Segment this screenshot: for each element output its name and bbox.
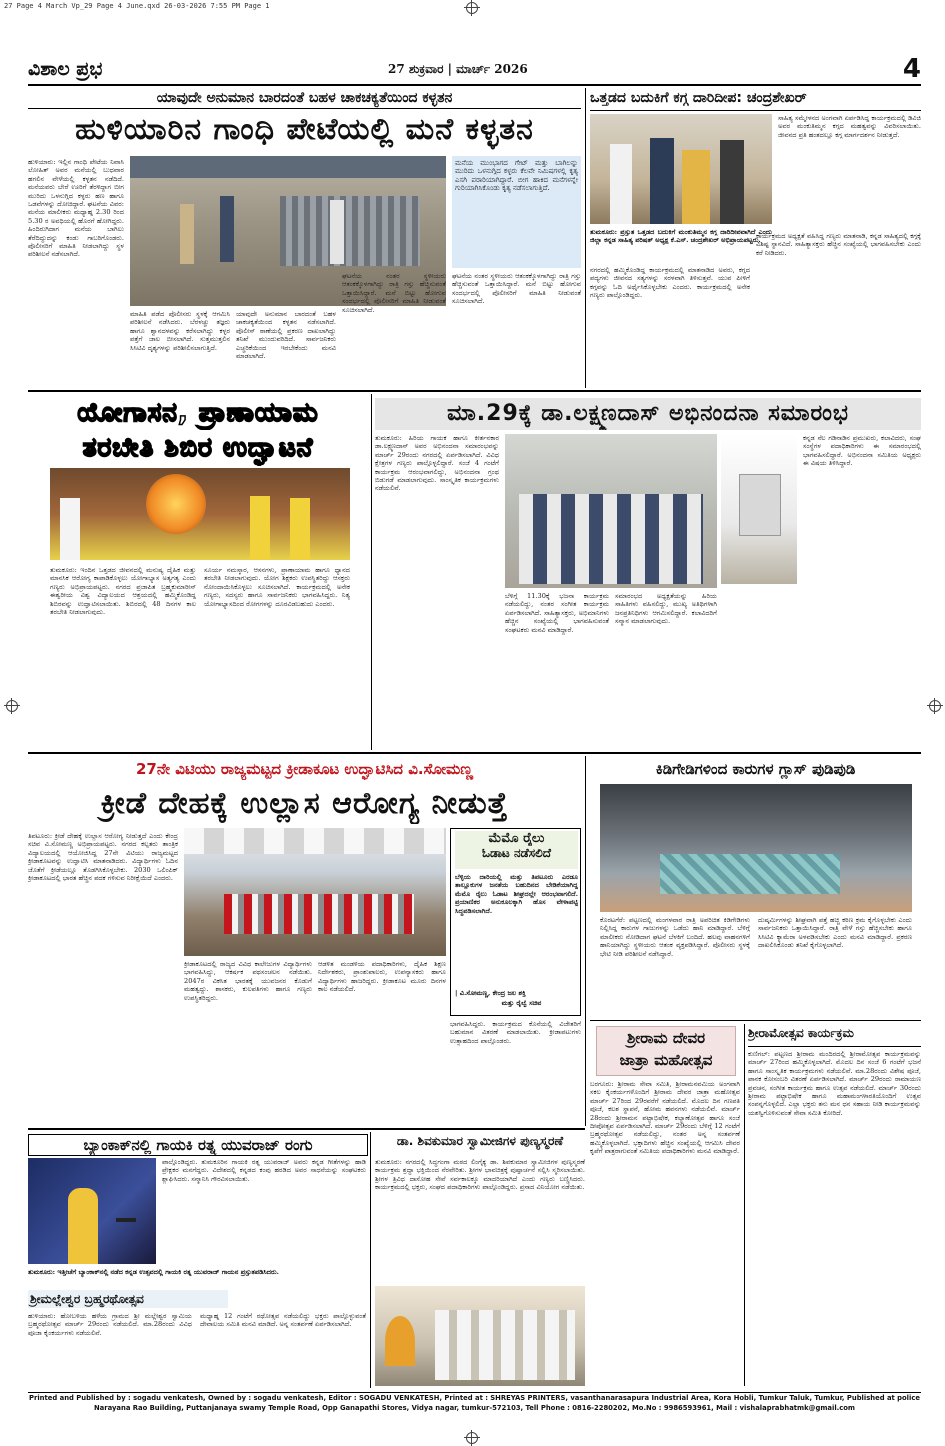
story-column: ಹುಳಿಯಾರು: ಹೋಬಳಿಯ ಹಳೆಯ ಗ್ರಾಮದ ಶ್ರೀ ಮಲ್ಲೇಶ್ವರ ಸ್ವಾಮಿಯ ಬ್ರಹ್ಮರಥೋತ್ಸವ ಮಾರ್ಚ್ 29ರಂದು ನಡೆಯಲಿದೆ. ಮಾ.28ರಂದು ವಿವಿಧ ಪೂಜಾ ಕೈಂಕರ್ಯಗಳು ನಡೆಯಲಿವೆ. <box>28 1312 192 1337</box>
story-column: ತುಮಕೂರು: ಹಿರಿಯ ಗಾಯಕ ಹಾಗೂ ಕೀರ್ತನಕಾರ ಡಾ.ಲಕ್ಷ್ಮಣದಾಸ್ ಅವರ ಅಭಿನಂದನಾ ಸಮಾರಂಭವನ್ನು ಮಾರ್ಚ್ 29ರಂದು ನಗರದಲ್ಲಿ ಏರ್ಪಡಿಸಲಾಗಿದೆ. ವಿವಿಧ ಕ್ಷೇತ್ರಗಳ ಗಣ್ಯರು ಪಾಲ್ಗೊಳ್ಳಲಿದ್ದಾರೆ. ಸಂಜೆ 4 ಗಂಟೆಗೆ ಕಾರ್ಯಕ್ರಮ ಆರಂಭವಾಗಲಿದ್ದು, ಅಭಿನಂದನಾ ಗ್ರಂಥ ಬಿಡುಗಡೆ ಮಾಡಲಾಗುವುದು. ಸಾಂಸ್ಕೃತಿಕ ಕಾರ್ಯಕ್ರಮಗಳು ನಡೆಯಲಿವೆ. <box>375 434 499 493</box>
story-column: ಕ್ರೀಡಾಕೂಟದಲ್ಲಿ ರಾಜ್ಯದ ವಿವಿಧ ಕಾಲೇಜುಗಳ ವಿದ್ಯಾರ್ಥಿಗಳು ಭಾಗವಹಿಸಿದ್ದು, ಆಕರ್ಷಕ ಪಥಸಂಚಲನ ನಡೆಯಿತು. 2047ರ ವಿಕಸಿತ ಭಾರತಕ್ಕೆ ಯುವಜನರ ಕೊಡುಗೆ ಮಹತ್ವದ್ದು. ಶಾಸಕರು, ಕುಲಪತಿಗಳು ಹಾಗೂ ಗಣ್ಯರು ಉಪಸ್ಥಿತರಿದ್ದರು. <box>184 960 312 1002</box>
story-column: ಆಡಳಿತ ಮಂಡಳಿಯ ಪದಾಧಿಕಾರಿಗಳು, ದೈಹಿಕ ಶಿಕ್ಷಣ ನಿರ್ದೇಶಕರು, ಪ್ರಾಂಶುಪಾಲರು, ಉಪನ್ಯಾಸಕರು ಹಾಗೂ ವಿದ್ಯಾರ್ಥಿಗಳು ಹಾಜರಿದ್ದರು. ಕ್ರೀಡಾಕೂಟ ಮೂರು ದಿನಗಳ ಕಾಲ ನಡೆಯಲಿದೆ. <box>318 960 446 994</box>
photo-caption: ತುಮಕೂರು: ಇತ್ತೀಚೆಗೆ ಬ್ಯಾಂಕಾಕ್‌ನಲ್ಲಿ ನಡೆದ ಕನ್ನಡ ಉತ್ಸವದಲ್ಲಿ ಗಾಯಕಿ ರತ್ನ ಯುವರಾಜ್ ಗಾಯನ ಪ್ರಸ್ತುತಪಡಿಸಿದರು. <box>28 1268 279 1276</box>
photo-portrait-garland <box>385 1316 415 1366</box>
quote-box-text: ಬೆಳ್ಳಿಯ ದಾರಿಯಲ್ಲಿ ಮತ್ತು ತಿಪಟೂರು ಎರಡೂ ತಾಲ್ಲೂಕುಗಳ ಜನತೆಯ ಬಹುದಿನದ ಬೇಡಿಕೆಯಾಗಿದ್ದ ಮೆಮೊ ರೈಲು ಓಡಾಟ ಶೀಘ್ರದಲ್ಲೇ ಆರಂಭವಾಗಲಿದೆ. ಪ್ರಯಾಣಿಕರ ಅನುಕೂಲಕ್ಕಾಗಿ ಹೊಸ ವೇಳಾಪಟ್ಟಿ ಸಿದ್ಧಪಡಿಸಲಾಗಿದೆ. <box>455 873 578 915</box>
imprint-footer <box>28 1392 921 1423</box>
photo-group <box>519 494 703 584</box>
highlight-text: ಮನೆಯ ಮುಂಭಾಗದ ಗೇಟ್ ಮತ್ತು ಬಾಗಿಲನ್ನು ಮುರಿದು ಒಳನುಗ್ಗಿದ ಕಳ್ಳರು ಕೆಲವೇ ನಿಮಿಷಗಳಲ್ಲಿ ಕೃತ್ಯ ಎಸಗಿ ಪರಾರಿಯಾಗಿದ್ದಾರೆ. ಬೀಗ ಹಾಕಿದ ಮನೆಗಳನ್ನೇ ಗುರಿಯಾಗಿಸಿಕೊಂಡು ಕೃತ್ಯ ನಡೆಸಲಾಗುತ್ತಿದೆ. <box>455 159 578 193</box>
news-photo <box>505 434 717 588</box>
news-photo <box>375 1286 585 1386</box>
masthead <box>28 56 921 86</box>
story-headline-box <box>596 1026 736 1076</box>
story-headline: ಶ್ರೀರಾಮ ದೇವರ <box>626 1029 706 1047</box>
story-column: ಕನ್ನಡ ನೆಲ ಗಡಿನಾಡಿನ ಪ್ರಮುಖರು, ಕಲಾವಿದರು, ಸಂಘ ಸಂಸ್ಥೆಗಳ ಪದಾಧಿಕಾರಿಗಳು ಈ ಸಮಾರಂಭದಲ್ಲಿ ಭಾಗವಹಿಸಲಿದ್ದಾರೆ. ಅಭಿನಂದನಾ ಸಮಿತಿಯ ಅಧ್ಯಕ್ಷರು ಈ ವಿಷಯ ತಿಳಿಸಿದ್ದಾರೆ. <box>803 434 921 468</box>
news-photo <box>600 784 912 912</box>
mic-stand-icon <box>116 1218 136 1222</box>
story-house-theft <box>28 88 581 388</box>
print-slug: 27 Page 4 March Vp_29 Page 4 June.qxd 26-03-2026 7:55 PM Page 1 <box>4 2 270 10</box>
news-photo <box>184 828 446 956</box>
photo-figure <box>180 204 194 264</box>
story-kicker: 27ನೇ ವಿಟಿಯು ರಾಜ್ಯಮಟ್ಟದ ಕ್ರೀಡಾಕೂಟ ಉದ್ಘಾಟಿಸಿದ ವಿ.ಸೋಮಣ್ಣ <box>135 760 474 778</box>
photo-march-past <box>224 894 414 934</box>
section-divider <box>590 1020 921 1021</box>
sun-emblem-icon <box>146 474 206 534</box>
photo-figure <box>220 196 234 262</box>
story-column: ಘಟನೆಯ ನಂತರ ಸ್ಥಳೀಯರು ಆತಂಕಕ್ಕೊಳಗಾಗಿದ್ದು ರಾತ್ರಿ ಗಸ್ತು ಹೆಚ್ಚಿಸುವಂತೆ ಒತ್ತಾಯಿಸಿದ್ದಾರೆ. ಮನೆ ಬಿಟ್ಟು ಹೋಗುವ ಸಂದರ್ಭದಲ್ಲಿ ಪೊಲೀಸರಿಗೆ ಮಾಹಿತಿ ನೀಡುವಂತೆ ಸೂಚಿಸಲಾಗಿದೆ. <box>342 272 446 314</box>
story-column: ಕೊರಟಗೆರೆ: ಪಟ್ಟಣದಲ್ಲಿ ಮಂಗಳವಾರ ರಾತ್ರಿ ಅಪರಿಚಿತ ಕಿಡಿಗೇಡಿಗಳು ನಿಲ್ಲಿಸಿದ್ದ ಕಾರುಗಳ ಗಾಜುಗಳನ್ನು ಒಡೆದು ಹಾನಿ ಮಾಡಿದ್ದಾರೆ. ಬೆಳಿಗ್ಗೆ ಮಾಲೀಕರು ನೋಡಿದಾಗ ಘಟನೆ ಬೆಳಕಿಗೆ ಬಂದಿದೆ. ಹಲವು ವಾಹನಗಳಿಗೆ ಹಾನಿಯಾಗಿದ್ದು ಸ್ಥಳೀಯರು ಆತಂಕ ವ್ಯಕ್ತಪಡಿಸಿದ್ದಾರೆ. ಪೊಲೀಸರು ಸ್ಥಳಕ್ಕೆ ಭೇಟಿ ನೀಡಿ ಪರಿಶೀಲನೆ ನಡೆಸಿದ್ದಾರೆ. <box>600 916 750 958</box>
story-column: ಸಮಾರಂಭದ ಅಧ್ಯಕ್ಷತೆಯನ್ನು ಹಿರಿಯ ಸಾಹಿತಿಗಳು ವಹಿಸಲಿದ್ದು, ಮುಖ್ಯ ಅತಿಥಿಗಳಾಗಿ ಜನಪ್ರತಿನಿಧಿಗಳು ಆಗಮಿಸಲಿದ್ದಾರೆ. ಕಲಾವಿದರಿಗೆ ಸನ್ಮಾನ ಮಾಡಲಾಗುವುದು. <box>615 592 717 626</box>
story-column: ನಗರದಲ್ಲಿ ಹಮ್ಮಿಕೊಂಡಿದ್ದ ಕಾರ್ಯಕ್ರಮದಲ್ಲಿ ಮಾತನಾಡಿದ ಅವರು, ಕಗ್ಗದ ಪದ್ಯಗಳು ಜೀವನದ ಸತ್ಯಗಳನ್ನು ಸರಳವಾಗಿ ತಿಳಿಸುತ್ತವೆ. ಯುವ ಪೀಳಿಗೆ ಕಗ್ಗವನ್ನು ಓದಿ ಅರ್ಥೈಸಿಕೊಳ್ಳಬೇಕು ಎಂದರು. ಕಾರ್ಯಕ್ರಮದಲ್ಲಿ ಅನೇಕ ಗಣ್ಯರು ಪಾಲ್ಗೊಂಡಿದ್ದರು. <box>590 266 750 300</box>
photo-singer <box>68 1188 98 1264</box>
story-column: ಘಟನೆಯ ನಂತರ ಸ್ಥಳೀಯರು ಆತಂಕಕ್ಕೊಳಗಾಗಿದ್ದು ರಾತ್ರಿ ಗಸ್ತು ಹೆಚ್ಚಿಸುವಂತೆ ಒತ್ತಾಯಿಸಿದ್ದಾರೆ. ಮನೆ ಬಿಟ್ಟು ಹೋಗುವ ಸಂದರ್ಭದಲ್ಲಿ ಪೊಲೀಸರಿಗೆ ಮಾಹಿತಿ ನೀಡುವಂತೆ ಸೂಚಿಸಲಾಗಿದೆ. <box>452 272 581 306</box>
story-column: ಮಧ್ಯಾಹ್ನ 12 ಗಂಟೆಗೆ ರಥೋತ್ಸವ ನಡೆಯಲಿದ್ದು ಭಕ್ತರು ಪಾಲ್ಗೊಳ್ಳುವಂತೆ ದೇವಾಲಯ ಸಮಿತಿ ಮನವಿ ಮಾಡಿದೆ. ಅನ್ನ ಸಂತರ್ಪಣೆ ಏರ್ಪಡಿಸಲಾಗಿದೆ. <box>200 1312 366 1329</box>
story-rama-jatra <box>590 1024 740 1386</box>
story-felicitation <box>375 394 921 750</box>
column-divider <box>744 1024 745 1386</box>
registration-mark-icon <box>6 700 18 712</box>
newspaper-logo: ವಿಶಾಲ ಪ್ರಭ <box>28 58 103 80</box>
section-divider <box>28 752 921 754</box>
photo-figure <box>330 200 344 264</box>
story-yoga-camp <box>28 394 368 750</box>
story-column: ಸೂರ್ಯ ನಮಸ್ಕಾರ, ಆಸನಗಳು, ಪ್ರಾಣಾಯಾಮ ಹಾಗೂ ಧ್ಯಾನದ ತರಬೇತಿ ನೀಡಲಾಗುವುದು. ಯೋಗ ಶಿಕ್ಷಕರು ಉಪಸ್ಥಿತರಿದ್ದು ಆಸಕ್ತರು ನೋಂದಾಯಿಸಿಕೊಳ್ಳಲು ಸೂಚಿಸಲಾಗಿದೆ. ಕಾರ್ಯಕ್ರಮದಲ್ಲಿ ಅನೇಕ ಗಣ್ಯರು, ಸದಸ್ಯರು ಹಾಗೂ ಸಾರ್ವಜನಿಕರು ಭಾಗವಹಿಸಿದ್ದರು. ನಿತ್ಯ ಯೋಗಾಭ್ಯಾಸದಿಂದ ರೋಗಗಳನ್ನು ದೂರವಿಡಬಹುದು ಎಂದರು. <box>204 566 350 608</box>
story-headline: ಯೋಗಾಸನ, ಪ್ರಾಣಾಯಾಮ <box>77 398 319 428</box>
story-column: ಕಾರ್ಯಕ್ರಮದ ಅಧ್ಯಕ್ಷತೆ ವಹಿಸಿದ್ದ ಗಣ್ಯರು ಮಾತನಾಡಿ, ಕನ್ನಡ ಸಾಹಿತ್ಯದಲ್ಲಿ ಕಗ್ಗಕ್ಕೆ ವಿಶಿಷ್ಟ ಸ್ಥಾನವಿದೆ. ಸಾಹಿತ್ಯಾಸಕ್ತರು ಹೆಚ್ಚಿನ ಸಂಖ್ಯೆಯಲ್ಲಿ ಭಾಗವಹಿಸಬೇಕು ಎಂದು ಕರೆ ನೀಡಿದರು. <box>756 232 921 257</box>
story-swamiji-remembrance <box>375 1132 585 1388</box>
story-column: ಸಾಹಿತ್ಯ ಸಮ್ಮೇಳನದ ಅಂಗವಾಗಿ ಏರ್ಪಡಿಸಿದ್ದ ಕಾರ್ಯಕ್ರಮದಲ್ಲಿ ಡಿವಿಜಿ ಅವರ ಮಂಕುತಿಮ್ಮನ ಕಗ್ಗದ ಮಹತ್ವವನ್ನು ವಿವರಿಸಲಾಯಿತು. ಜೀವನದ ಪ್ರತಿ ಹಂತದಲ್ಲೂ ಕಗ್ಗ ಮಾರ್ಗದರ್ಶನ ನೀಡುತ್ತದೆ. <box>778 114 921 139</box>
imprint-line: Printed and Published by : sogadu venkatesh, Owned by : sogadu venkatesh, Editor : SOGADU VENKATESH, Printed at : SHREYAS PRINTERS, vasanthanarasapura Industrial Area, Kora Hobli, Tumkur Taluk, Tumkur, Published at police <box>29 1394 920 1402</box>
photo-caption: ತುಮಕೂರು: ಪ್ರಸ್ತುತ ಒತ್ತಡದ ಬದುಕಿಗೆ ಮಂಕುತಿಮ್ಮನ ಕಗ್ಗ ದಾರಿದೀಪವಾಗಿದೆ ಎಂದು ಜಿಲ್ಲಾ ಕನ್ನಡ ಸಾಹಿತ್ಯ ಪರಿಷತ್ ಅಧ್ಯಕ್ಷ ಕೆ.ಎಸ್. ಚಂದ್ರಶೇಖರ್ ಅಭಿಪ್ರಾಯಪಟ್ಟರು. <box>590 228 772 245</box>
quote-box-title: ಓಡಾಟ ನಡೆಸಲಿದೆ <box>481 846 551 860</box>
story-headline: ಹುಳಿಯಾರಿನ ಗಾಂಧಿ ಪೇಟೆಯಲ್ಲಿ ಮನೆ ಕಳ್ಳತನ <box>75 112 534 147</box>
photo-figure <box>290 498 310 560</box>
story-column: ತುಮಕೂರು: ಇಂದಿನ ಒತ್ತಡದ ಜೀವನದಲ್ಲಿ ಮನುಷ್ಯ ದೈಹಿಕ ಮತ್ತು ಮಾನಸಿಕ ಆರೋಗ್ಯ ಕಾಪಾಡಿಕೊಳ್ಳಲು ಯೋಗಾಭ್ಯಾಸ ಅತ್ಯಗತ್ಯ ಎಂದು ಗಣ್ಯರು ಅಭಿಪ್ರಾಯಪಟ್ಟರು. ನಗರದ ಪ್ರಜಾಪಿತ ಬ್ರಹ್ಮಕುಮಾರೀಸ್ ಈಶ್ವರೀಯ ವಿಶ್ವ ವಿದ್ಯಾಲಯದ ಆಶ್ರಯದಲ್ಲಿ ಹಮ್ಮಿಕೊಂಡಿದ್ದ ಶಿಬಿರವನ್ನು ಉದ್ಘಾಟಿಸಲಾಯಿತು. ಶಿಬಿರದಲ್ಲಿ 48 ದಿನಗಳ ಕಾಲ ತರಬೇತಿ ನೀಡಲಾಗುವುದು. <box>50 566 196 617</box>
photo-broken-glass <box>660 854 840 894</box>
registration-mark-icon <box>466 2 478 14</box>
photo-figure <box>250 496 270 560</box>
story-singer-bangkok <box>28 1132 366 1388</box>
story-kicker: ಯಾವುದೇ ಅನುಮಾನ ಬಾರದಂತೆ ಬಹಳ ಚಾಕಚಕ್ಯತೆಯಿಂದ ಕಳ್ಳತನ <box>28 90 581 109</box>
section-divider <box>28 1128 585 1130</box>
imprint-line: Narayana Rao Building, Puttanjanaya swamy Temple Road, Opp Ganapathi Stores, Vidya nagar, tumkur-572103, Tell Phone : 0816-2280202, Mo.No : 9986593961, Mail : vishalaprabhatmk@gmail.com <box>93 1404 856 1412</box>
photo-figure <box>60 498 80 560</box>
story-column: ಬೆಳಿಗ್ಗೆ 11.30ಕ್ಕೆ ಭಜನಾ ಕಾರ್ಯಕ್ರಮ ನಡೆಯಲಿದ್ದು, ನಂತರ ಸಂಗೀತ ಕಾರ್ಯಕ್ರಮ ಏರ್ಪಡಿಸಲಾಗಿದೆ. ಸಾಹಿತ್ಯಾಸಕ್ತರು, ಅಭಿಮಾನಿಗಳು ಹೆಚ್ಚಿನ ಸಂಖ್ಯೆಯಲ್ಲಿ ಭಾಗವಹಿಸುವಂತೆ ಸಂಘಟಕರು ಮನವಿ ಮಾಡಿದ್ದಾರೆ. <box>505 592 609 634</box>
news-photo <box>28 1158 156 1264</box>
sub-story-headline: ಶ್ರೀಮಲ್ಲೇಶ್ವರ ಬ್ರಹ್ಮರಥೋತ್ಸವ <box>30 1292 144 1306</box>
story-headline: ಜಾತ್ರಾ ಮಹೋತ್ಸವ <box>619 1051 713 1069</box>
story-column: ಭಾಗವಹಿಸಿದ್ದರು. ಕಾರ್ಯಕ್ರಮದ ಕೊನೆಯಲ್ಲಿ ವಿಜೇತರಿಗೆ ಬಹುಮಾನ ವಿತರಣೆ ಮಾಡಲಾಯಿತು. ಕ್ರೀಡಾಪಟುಗಳು ಉತ್ಸಾಹದಿಂದ ಪಾಲ್ಗೊಂಡರು. <box>450 1020 581 1045</box>
highlight-box <box>452 156 581 268</box>
story-column: ತಿಪಟೂರು: ಕ್ರೀಡೆ ದೇಹಕ್ಕೆ ಉಲ್ಲಾಸ ಆರೋಗ್ಯ ನೀಡುತ್ತದೆ ಎಂದು ಕೇಂದ್ರ ಸಚಿವ ವಿ.ಸೋಮಣ್ಣ ಅಭಿಪ್ರಾಯಪಟ್ಟರು. ನಗರದ ಕಲ್ಪತರು ತಾಂತ್ರಿಕ ವಿದ್ಯಾಲಯದಲ್ಲಿ ಆಯೋಜಿಸಿದ್ದ 27ನೇ ವಿಟಿಯು ರಾಜ್ಯಮಟ್ಟದ ಕ್ರೀಡಾಕೂಟವನ್ನು ಉದ್ಘಾಟಿಸಿ ಮಾತನಾಡಿದರು. ವಿದ್ಯಾರ್ಥಿಗಳು ಓದಿನ ಜೊತೆಗೆ ಕ್ರೀಡೆಯಲ್ಲೂ ತೊಡಗಿಸಿಕೊಳ್ಳಬೇಕು. 2030 ಒಲಿಂಪಿಕ್ ಕ್ರೀಡಾಕೂಟದಲ್ಲಿ ಭಾರತ ಹೆಚ್ಚಿನ ಪದಕ ಗಳಿಸುವ ನಿರೀಕ್ಷೆಯಿದೆ ಎಂದರು. <box>28 832 178 883</box>
story-headline: ಕಿಡಿಗೇಡಿಗಳಿಂದ ಕಾರುಗಳ ಗ್ಲಾಸ್ ಪುಡಿಪುಡಿ <box>655 760 856 778</box>
photo-figure <box>610 144 632 224</box>
registration-mark-icon <box>929 700 941 712</box>
photo-figure <box>650 138 674 224</box>
photo-group <box>435 1310 575 1380</box>
story-headline: ಮಾ.29ಕ್ಕೆ ಡಾ.ಲಕ್ಷ್ಮಣದಾಸ್ ಅಭಿನಂದನಾ ಸಮಾರಂಭ <box>375 398 921 430</box>
story-headline: ಒತ್ತಡದ ಬದುಕಿಗೆ ಕಗ್ಗ ದಾರಿದೀಪ: ಚಂದ್ರಶೇಖರ್ <box>590 90 921 111</box>
story-column: ಮಾಹಿತಿ ಪಡೆದ ಪೊಲೀಸರು ಸ್ಥಳಕ್ಕೆ ಆಗಮಿಸಿ ಪರಿಶೀಲನೆ ನಡೆಸಿದರು. ಬೆರಳಚ್ಚು ತಜ್ಞರು ಹಾಗೂ ಶ್ವಾನದಳವನ್ನು ಕರೆಸಲಾಗಿದ್ದು ಕಳ್ಳರ ಪತ್ತೆಗೆ ಜಾಲ ಬೀಸಲಾಗಿದೆ. ಸುತ್ತಮುತ್ತಲಿನ ಸಿಸಿಟಿವಿ ದೃಶ್ಯಗಳನ್ನು ಪರಿಶೀಲಿಸಲಾಗುತ್ತಿದೆ. <box>130 310 230 352</box>
column-divider <box>371 394 372 750</box>
news-photo <box>721 434 797 584</box>
story-headline: ಡಾ. ಶಿವಕುಮಾರ ಸ್ವಾಮೀಜಿಗಳ ಪುಣ್ಯಸ್ಮರಣೆ <box>396 1134 564 1148</box>
column-divider <box>585 756 586 1126</box>
quote-box-header <box>455 831 578 869</box>
section-divider <box>28 390 921 392</box>
page-number: 4 <box>902 54 921 84</box>
quote-attribution: ಮತ್ತು ರೈಲ್ವೆ ಸಚಿವ <box>501 999 542 1007</box>
photo-figure <box>682 150 710 224</box>
dateline: 27 ಶುಕ್ರವಾರ | ಮಾರ್ಚ್ 2026 <box>388 62 528 76</box>
story-sports-meet <box>28 756 581 1126</box>
photo-figure <box>720 140 744 224</box>
column-divider <box>585 88 586 388</box>
story-column: ಕುಣಿಗಲ್: ಪಟ್ಟಣದ ಶ್ರೀರಾಮ ಮಂದಿರದಲ್ಲಿ ಶ್ರೀರಾಮೋತ್ಸವ ಕಾರ್ಯಕ್ರಮವನ್ನು ಮಾರ್ಚ್ 27ರಿಂದ ಹಮ್ಮಿಕೊಳ್ಳಲಾಗಿದೆ. ಮೊದಲ ದಿನ ಸಂಜೆ 6 ಗಂಟೆಗೆ ಭಜನೆ ಹಾಗೂ ಸಾಂಸ್ಕೃತಿಕ ಕಾರ್ಯಕ್ರಮಗಳು ನಡೆಯಲಿವೆ. ಮಾ.28ರಂದು ವಿಶೇಷ ಪೂಜೆ, ಪಾನಕ ಕೋಸಂಬರಿ ವಿತರಣೆ ಏರ್ಪಡಿಸಲಾಗಿದೆ. ಮಾರ್ಚ್ 29ರಂದು ರಾಮಾಯಣ ಪ್ರವಚನ, ಸಂಗೀತ ಕಾರ್ಯಕ್ರಮ ಹಾಗೂ ಉತ್ಸವ ನಡೆಯಲಿದೆ. ಮಾರ್ಚ್ 30ರಂದು ಶ್ರೀರಾಮ ಪಟ್ಟಾಭಿಷೇಕ ಹಾಗೂ ಮಹಾಮಂಗಳಾರತಿಯೊಂದಿಗೆ ಉತ್ಸವ ಸಂಪನ್ನಗೊಳ್ಳಲಿದೆ. ಎಲ್ಲಾ ಭಕ್ತರು ತನು ಮನ ಧನ ಸಹಾಯ ನೀಡಿ ಕಾರ್ಯಕ್ರಮವನ್ನು ಯಶಸ್ವಿಗೊಳಿಸುವಂತೆ ಸೇವಾ ಸಮಿತಿ ಕೋರಿದೆ. <box>748 1050 921 1117</box>
story-kagga <box>590 88 921 388</box>
photo-tent <box>184 828 446 854</box>
news-photo <box>590 114 772 224</box>
photo-gate <box>280 196 420 266</box>
story-column: ಹುಳಿಯಾರು: ಇಲ್ಲಿನ ಗಾಂಧಿ ಪೇಟೆಯ ನಿವಾಸಿ ಲೋಹಿತ್ ಅವರ ಮನೆಯಲ್ಲಿ ಬುಧವಾರ ಹಗಲಿನ ವೇಳೆಯಲ್ಲಿ ಕಳ್ಳತನ ನಡೆದಿದೆ. ಮನೆಯವರು ಬೇರೆ ಊರಿಗೆ ತೆರಳಿದ್ದಾಗ ಬೀಗ ಮುರಿದು ಒಳನುಗ್ಗಿದ ಕಳ್ಳರು ಹಣ ಹಾಗೂ ಒಡವೆಗಳನ್ನು ದೋಚಿದ್ದಾರೆ. ಘಟನೆಯ ವಿವರ: ಮನೆಯ ಮಾಲೀಕರು ಮಧ್ಯಾಹ್ನ 2.30 ರಿಂದ 5.30 ರ ಅವಧಿಯಲ್ಲಿ ಹೊರಗೆ ಹೋಗಿದ್ದರು. ಹಿಂದಿರುಗಿದಾಗ ಮನೆಯ ಬಾಗಿಲು ತೆರೆದಿದ್ದುದನ್ನು ಕಂಡು ಗಾಬರಿಗೊಂಡರು. ಪೊಲೀಸರಿಗೆ ಮಾಹಿತಿ ನೀಡಲಾಗಿದ್ದು ಸ್ಥಳ ಪರಿಶೀಲನೆ ನಡೆಸಲಾಗಿದೆ. <box>28 158 124 259</box>
sub-story-header <box>28 1290 228 1308</box>
registration-mark-icon <box>466 1432 478 1444</box>
column-divider <box>370 1132 371 1388</box>
photo-shed <box>130 156 446 178</box>
story-ramotsava <box>748 1024 921 1386</box>
quote-attribution: | ವಿ.ಸೋಮಣ್ಣ, ಕೇಂದ್ರ ಜಲ ಶಕ್ತಿ <box>455 989 526 997</box>
story-column: ತುಮಕೂರು: ನಗರದಲ್ಲಿ ಸಿದ್ಧಗಂಗಾ ಮಠದ ಲಿಂಗೈಕ್ಯ ಡಾ. ಶಿವಕುಮಾರ ಸ್ವಾಮೀಜಿಗಳ ಪುಣ್ಯಸ್ಮರಣೆ ಕಾರ್ಯಕ್ರಮ ಶ್ರದ್ಧಾ ಭಕ್ತಿಯಿಂದ ನೆರವೇರಿತು. ಶ್ರೀಗಳ ಭಾವಚಿತ್ರಕ್ಕೆ ಪುಷ್ಪಾರ್ಚನೆ ಸಲ್ಲಿಸಿ ಸ್ಮರಿಸಲಾಯಿತು. ಶ್ರೀಗಳ ತ್ರಿವಿಧ ದಾಸೋಹ ಸೇವೆ ಸರ್ವಕಾಲಕ್ಕೂ ಮಾದರಿಯಾಗಿದೆ ಎಂದು ಗಣ್ಯರು ಬಣ್ಣಿಸಿದರು. ಕಾರ್ಯಕ್ರಮದಲ್ಲಿ ಭಕ್ತರು, ಸಂಘದ ಪದಾಧಿಕಾರಿಗಳು ಪಾಲ್ಗೊಂಡಿದ್ದರು. ಪ್ರಸಾದ ವಿನಿಯೋಗ ನಡೆಯಿತು. <box>375 1158 585 1192</box>
story-column: ಯಾವುದೇ ಅನುಮಾನ ಬಾರದಂತೆ ಬಹಳ ಚಾಕಚಕ್ಯತೆಯಿಂದ ಕಳ್ಳತನ ನಡೆಸಲಾಗಿದೆ. ಪೊಲೀಸ್ ಠಾಣೆಯಲ್ಲಿ ಪ್ರಕರಣ ದಾಖಲಾಗಿದ್ದು ತನಿಖೆ ಮುಂದುವರಿದಿದೆ. ಸಾರ್ವಜನಿಕರು ಎಚ್ಚರಿಕೆಯಿಂದ ಇರಬೇಕೆಂದು ಮನವಿ ಮಾಡಲಾಗಿದೆ. <box>236 310 336 361</box>
quote-box <box>450 828 581 1016</box>
news-photo <box>50 468 350 560</box>
story-headline: ತರಬೇತಿ ಶಿಬಿರ ಉದ್ಘಾಟನೆ <box>82 433 314 463</box>
story-car-vandalism <box>590 756 921 1018</box>
photo-door <box>739 474 781 536</box>
story-headline: ಬ್ಯಾಂಕಾಕ್‌ನಲ್ಲಿ ಗಾಯಕಿ ರತ್ನ ಯುವರಾಜ್ ರಂಗು <box>28 1134 368 1156</box>
story-headline: ಶ್ರೀರಾಮೋತ್ಸವ ಕಾರ್ಯಕ್ರಮ <box>748 1026 921 1047</box>
story-column: ಪಾಲ್ಗೊಂಡಿದ್ದರು. ತುಮಕೂರಿನ ಗಾಯಕಿ ರತ್ನ ಯುವರಾಜ್ ಅವರು ಕನ್ನಡ ಗೀತೆಗಳನ್ನು ಹಾಡಿ ಪ್ರೇಕ್ಷಕರ ಮನಗೆದ್ದರು. ವಿದೇಶದಲ್ಲಿ ಕನ್ನಡದ ಕಂಪು ಹರಡಿದ ಅವರ ಸಾಧನೆಯನ್ನು ಸಂಘಟಕರು ಶ್ಲಾಘಿಸಿದರು. ಸನ್ಮಾನಿಸಿ ಗೌರವಿಸಲಾಯಿತು. <box>162 1158 366 1183</box>
quote-box-title: ಮೆಮೊ ರೈಲು <box>488 831 545 846</box>
story-column: ದುಷ್ಕರ್ಮಿಗಳನ್ನು ಶೀಘ್ರವಾಗಿ ಪತ್ತೆ ಹಚ್ಚಿ ಕಠಿಣ ಕ್ರಮ ಕೈಗೊಳ್ಳಬೇಕು ಎಂದು ಸಾರ್ವಜನಿಕರು ಒತ್ತಾಯಿಸಿದ್ದಾರೆ. ರಾತ್ರಿ ವೇಳೆ ಗಸ್ತು ಹೆಚ್ಚಿಸಬೇಕು ಹಾಗೂ ಸಿಸಿಟಿವಿ ಕ್ಯಾಮೆರಾ ಅಳವಡಿಸಬೇಕು ಎಂದು ಮನವಿ ಮಾಡಿದ್ದಾರೆ. ಪ್ರಕರಣ ದಾಖಲಿಸಿಕೊಂಡು ತನಿಖೆ ಕೈಗೊಳ್ಳಲಾಗಿದೆ. <box>758 916 912 950</box>
story-headline: ಕ್ರೀಡೆ ದೇಹಕ್ಕೆ ಉಲ್ಲಾಸ ಆರೋಗ್ಯ ನೀಡುತ್ತೆ <box>100 786 509 821</box>
story-column: ಬರಗೂರು: ಶ್ರೀರಾಮ ಸೇವಾ ಸಮಿತಿ, ಶ್ರೀರಾಮನವಮಿಯ ಅಂಗವಾಗಿ ಸಕಲ ಕೈಂಕರ್ಯಗಳೊಂದಿಗೆ ಶ್ರೀರಾಮ ದೇವರ ಜಾತ್ರಾ ಮಹೋತ್ಸವ ಮಾರ್ಚ್ 27ರಿಂದ 29ರವರೆಗೆ ನಡೆಯಲಿದೆ. ಮೊದಲ ದಿನ ಗಣಪತಿ ಪೂಜೆ, ಕಲಶ ಸ್ಥಾಪನೆ, ಹೋಮ ಹವನಗಳು ನಡೆಯಲಿವೆ. ಮಾರ್ಚ್ 28ರಂದು ಶ್ರೀರಾಮನ ಪಟ್ಟಾಭಿಷೇಕ, ಕಲ್ಯಾಣೋತ್ಸವ ಹಾಗೂ ಸಂಜೆ ದೀಪೋತ್ಸವ ಏರ್ಪಡಿಸಲಾಗಿದೆ. ಮಾರ್ಚ್ 29ರಂದು ಬೆಳಿಗ್ಗೆ 12 ಗಂಟೆಗೆ ಬ್ರಹ್ಮರಥೋತ್ಸವ ನಡೆಯಲಿದ್ದು, ನಂತರ ಅನ್ನ ಸಂತರ್ಪಣೆ ಹಮ್ಮಿಕೊಳ್ಳಲಾಗಿದೆ. ಭಕ್ತಾದಿಗಳು ಹೆಚ್ಚಿನ ಸಂಖ್ಯೆಯಲ್ಲಿ ಆಗಮಿಸಿ ದೇವರ ಕೃಪೆಗೆ ಪಾತ್ರರಾಗುವಂತೆ ಸಮಿತಿಯ ಪದಾಧಿಕಾರಿಗಳು ಮನವಿ ಮಾಡಿದ್ದಾರೆ. <box>590 1080 740 1156</box>
